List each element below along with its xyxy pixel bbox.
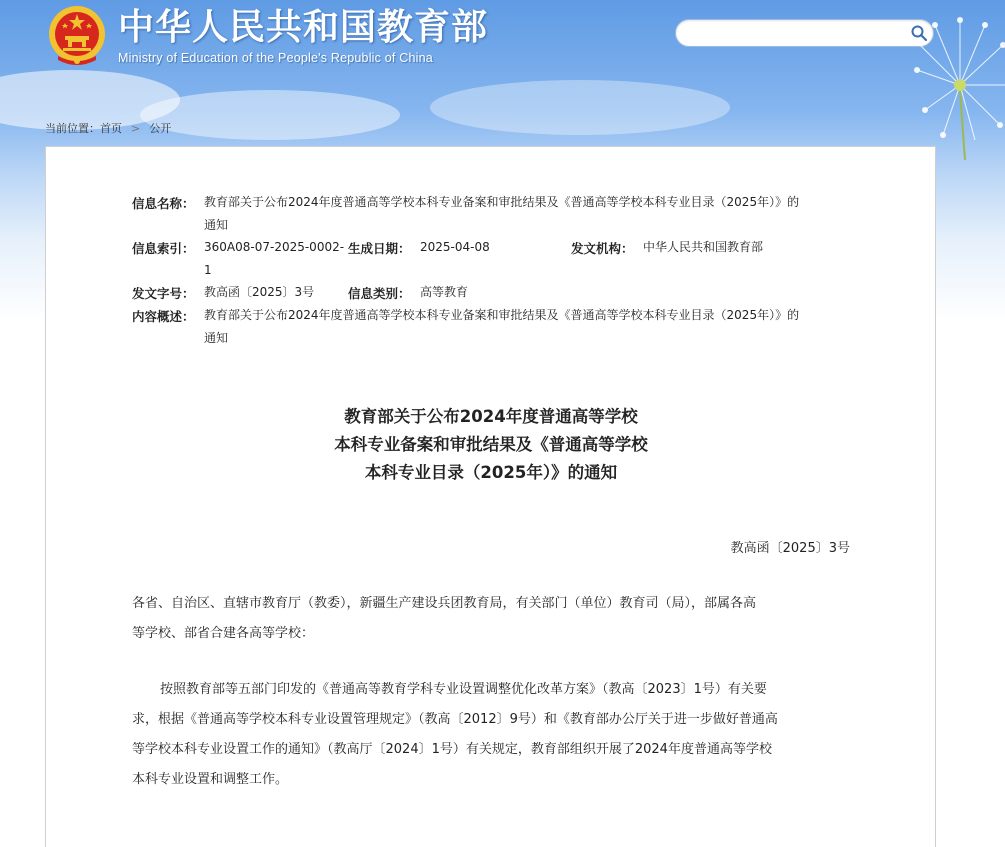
- meta-index-line: 1: [204, 263, 212, 277]
- content-panel: [45, 146, 936, 847]
- article-title-line: 本科专业目录（2025年）》的通知: [364, 463, 618, 482]
- breadcrumb-public-link[interactable]: 公开: [149, 122, 172, 135]
- meta-summary-value: [204, 304, 864, 350]
- meta-index-value: [204, 236, 354, 282]
- article-title-line: 教育部关于公布2024年度普通高等学校: [344, 407, 638, 426]
- breadcrumb-separator: >: [131, 121, 141, 135]
- meta-index-label: 信息索引：: [132, 241, 195, 256]
- meta-docno-label: 发文字号：: [132, 286, 195, 301]
- salutation-paragraph: [132, 589, 852, 649]
- meta-name-label: 信息名称：: [132, 196, 195, 211]
- meta-summary-line: 教育部关于公布2024年度普通高等学校本科专业备案和审批结果及《普通高等学校本科专业目录（2025年）》的: [204, 308, 800, 322]
- site-subtitle: Ministry of Education of the People's Republic of China: [118, 51, 433, 65]
- article-title: [46, 403, 936, 487]
- meta-category-value: 高等教育: [420, 285, 469, 299]
- meta-org-label: 发文机构：: [571, 241, 634, 256]
- meta-summary-label: 内容概述：: [132, 309, 195, 324]
- paragraph-line: 求，根据《普通高等学校本科专业设置管理规定》（教高〔2012〕9号）和《教育部办公厅关于进一步做好普通高: [132, 712, 778, 727]
- body-paragraph: [132, 675, 852, 795]
- national-emblem-icon: [46, 4, 108, 68]
- meta-date-value: 2025-04-08: [420, 240, 490, 254]
- breadcrumb-label: 当前位置：: [45, 122, 100, 135]
- paragraph-line: 等学校本科专业设置工作的通知》（教高厅〔2024〕1号）有关规定，教育部组织开展了2024年度普通高等学校: [132, 742, 772, 757]
- cloud-decoration: [140, 90, 400, 140]
- cloud-decoration: [430, 80, 730, 135]
- meta-summary-line: 通知: [204, 331, 229, 345]
- document-number: 教高函〔2025〕3号: [730, 541, 850, 556]
- meta-date-label: 生成日期：: [348, 241, 411, 256]
- paragraph-line: 等学校、部省合建各高等学校：: [132, 626, 315, 641]
- meta-name-line: 通知: [204, 218, 229, 232]
- site-title: 中华人民共和国教育部: [118, 7, 489, 48]
- paragraph-line: 本科专业设置和调整工作。: [132, 772, 289, 787]
- meta-org-value: 中华人民共和国教育部: [643, 240, 764, 254]
- meta-name-value: [204, 191, 864, 237]
- paragraph-line: 按照教育部等五部门印发的《普通高等教育学科专业设置调整优化改革方案》（教高〔2023〕1号）有关要: [160, 682, 767, 697]
- breadcrumb: [45, 120, 171, 136]
- paragraph-line: 各省、自治区、直辖市教育厅（教委），新疆生产建设兵团教育局，有关部门（单位）教育司（局），部属各高: [132, 596, 757, 611]
- dandelion-decoration-icon: [855, 0, 1005, 160]
- meta-docno-value: 教高函〔2025〕3号: [204, 285, 315, 299]
- meta-name-line: 教育部关于公布2024年度普通高等学校本科专业备案和审批结果及《普通高等学校本科专业目录（2025年）》的: [204, 195, 800, 209]
- breadcrumb-home-link[interactable]: 首页: [100, 122, 122, 135]
- article-title-line: 本科专业备案和审批结果及《普通高等学校: [334, 435, 648, 454]
- meta-category-label: 信息类别：: [348, 286, 411, 301]
- meta-index-line: 360A08-07-2025-0002-: [204, 240, 345, 254]
